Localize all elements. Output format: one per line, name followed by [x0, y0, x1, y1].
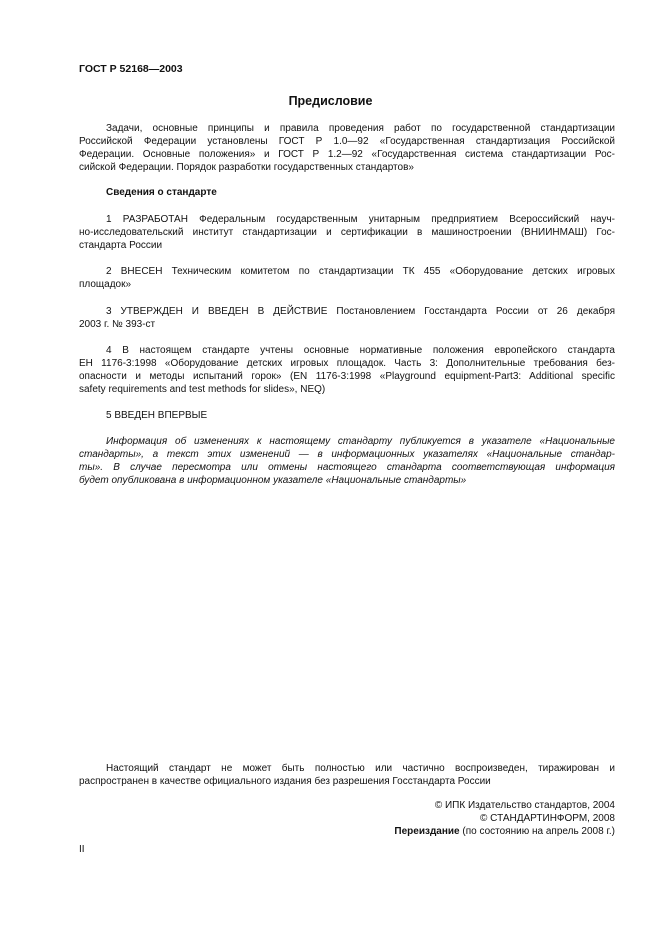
text-line: 1 РАЗРАБОТАН Федеральным государственным унитарным предприятием Всероссийский науч-: [106, 214, 615, 225]
copyright-standartinform: © СТАНДАРТИНФОРМ, 2008: [480, 813, 615, 824]
text-line: но-исследовательский институт стандартизации и сертификации в машиностроении (ВНИИНМАШ) Гос-: [79, 227, 615, 238]
standard-info-item-2: [79, 265, 615, 291]
amendments-info-paragraph: [79, 435, 615, 487]
text-line: Настоящий стандарт не может быть полностью или частично воспроизведен, тиражирован и: [106, 763, 615, 774]
text-line: стандарта России: [79, 240, 163, 251]
text-line: 5 ВВЕДЕН ВПЕРВЫЕ: [106, 410, 208, 421]
standard-info-item-5: [79, 409, 615, 422]
text-line: будет опубликована в информационном указателе «Национальные стандарты»: [79, 475, 467, 486]
text-line: ЕН 1176-3:1998 «Оборудование детских игровых площадок. Часть 3: Дополнительные требования без-: [79, 358, 615, 369]
standard-code-header: ГОСТ Р 52168—2003: [79, 63, 183, 75]
text-line: Российской Федерации установлены ГОСТ Р 1.0—92 «Государственная стандартизация Российской: [79, 136, 615, 147]
reprint-line: [79, 825, 615, 838]
text-line: safety requirements and test methods for slides», NEQ): [79, 384, 326, 395]
text-line: ты». В случае пересмотра или отмены настоящего стандарта соответствующая информация: [79, 462, 615, 473]
text-line: 2 ВНЕСЕН Техническим комитетом по стандартизации ТК 455 «Оборудование детских игровых: [106, 266, 615, 277]
standard-info-item-4: [79, 344, 615, 396]
text-line: 4 В настоящем стандарте учтены основные нормативные положения европейского стандарта: [106, 345, 615, 356]
standard-info-item-3: [79, 305, 615, 331]
text-line: Задачи, основные принципы и правила проведения работ по государственной стандартизации: [106, 123, 615, 134]
copyright-ipk: © ИПК Издательство стандартов, 2004: [434, 800, 615, 811]
reproduction-notice: [79, 762, 615, 788]
page-title: Предисловие: [288, 94, 373, 108]
text-line: площадок»: [79, 279, 132, 290]
text-line: стандарты», а текст этих изменений — в информационных указателях «Национальные стандар-: [79, 449, 615, 460]
text-line: 2003 г. № 393-ст: [79, 319, 156, 330]
text-line: опасности и методы испытаний горок» (EN 1176-3:1998 «Playground equipment-Part3: Additional specific: [79, 371, 615, 382]
text-line: Федерации. Основные положения» и ГОСТ Р 1.2—92 «Государственная система стандартизации Рос-: [79, 149, 615, 160]
reprint-label: Переиздание: [394, 826, 460, 837]
section-subheading: Сведения о стандарте: [106, 187, 217, 198]
text-line: 3 УТВЕРЖДЕН И ВВЕДЕН В ДЕЙСТВИЕ Постановлением Госстандарта России от 26 декабря: [106, 306, 615, 317]
text-line: Информация об изменениях к настоящему стандарту публикуется в указателе «Национальные: [106, 436, 615, 447]
intro-paragraph: [79, 122, 615, 174]
text-line: сийской Федерации. Порядок разработки государственных стандартов»: [79, 162, 414, 173]
page-number: II: [79, 844, 85, 855]
standard-info-item-1: [79, 213, 615, 252]
reprint-note: (по состоянию на апрель 2008 г.): [462, 826, 615, 837]
text-line: распространен в качестве официального издания без разрешения Госстандарта России: [79, 776, 491, 787]
